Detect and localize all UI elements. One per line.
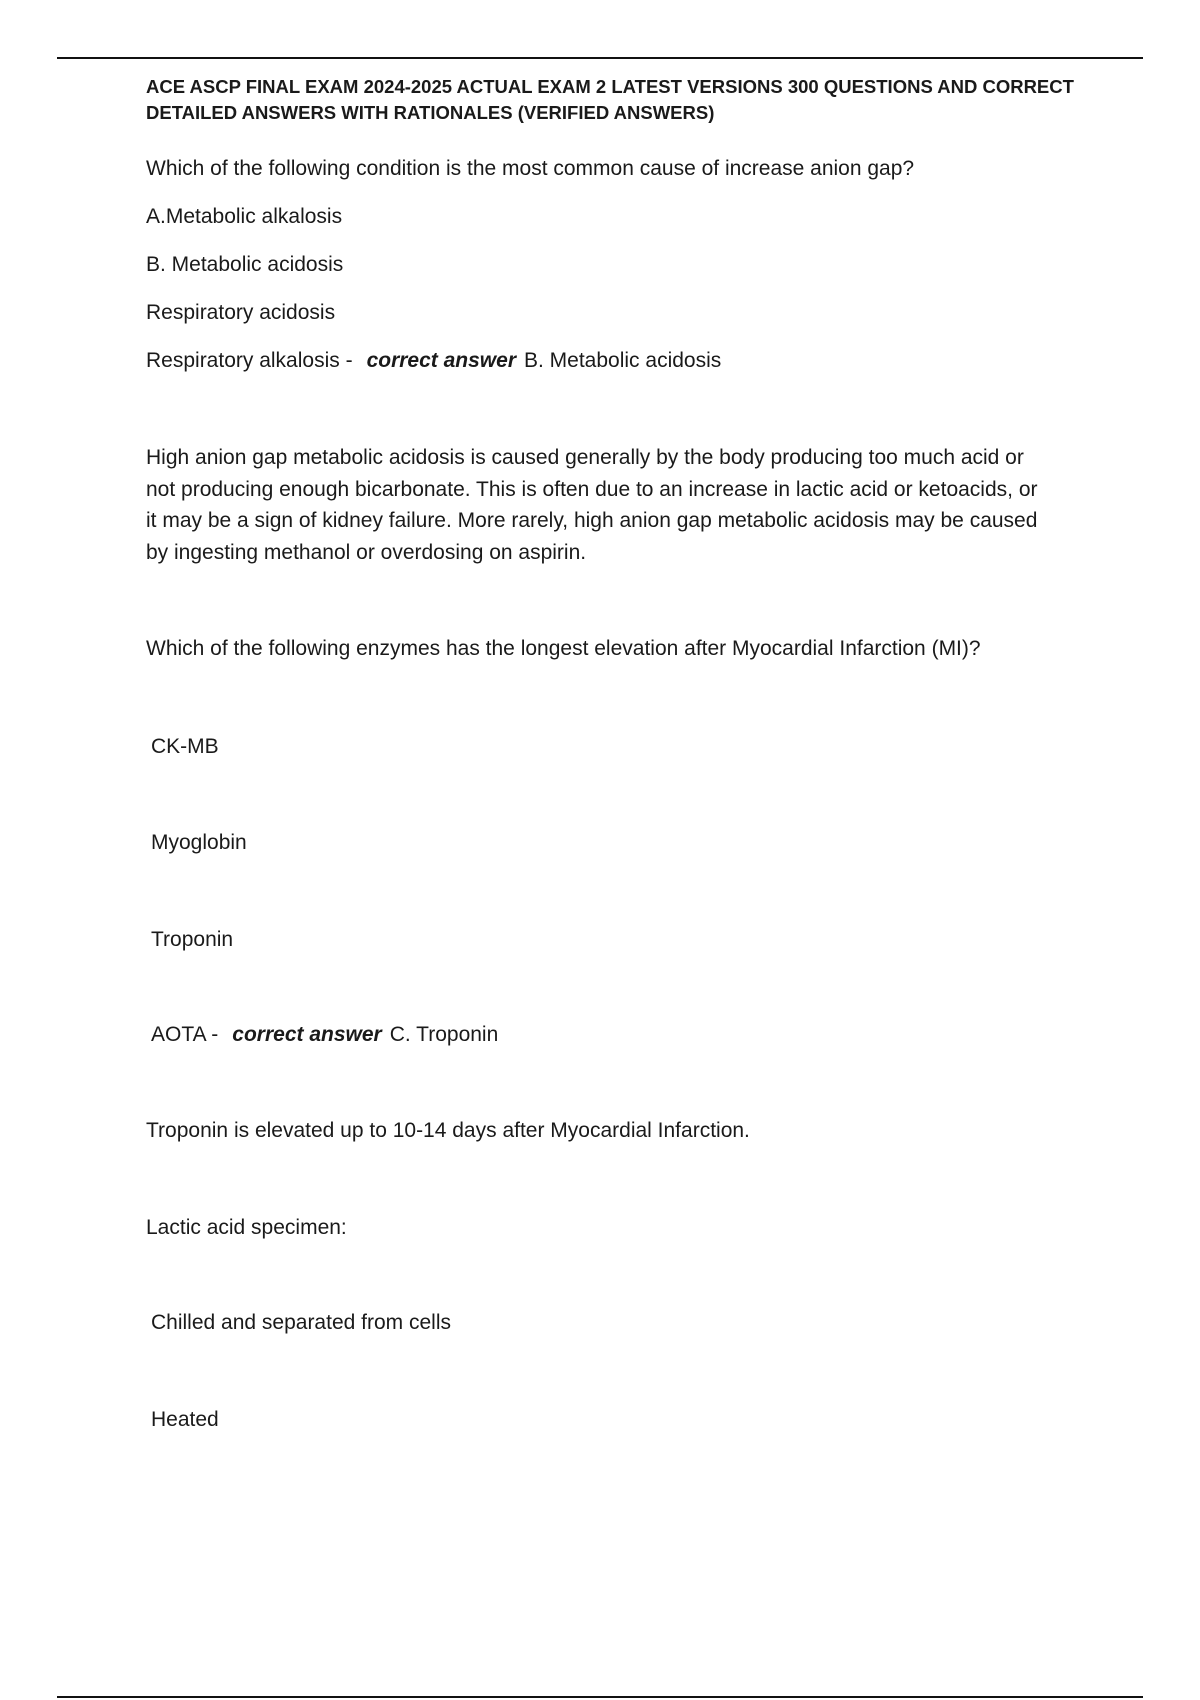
q1-correct-answer-label: correct answer — [366, 349, 516, 372]
title-line-1: ACE ASCP FINAL EXAM 2024-2025 ACTUAL EXAM 2 LATEST VERSIONS 300 QUESTIONS AND CORRECT — [146, 76, 1074, 97]
q1-option-b: B. Metabolic acidosis — [146, 253, 344, 276]
bottom-rule — [57, 1696, 1143, 1698]
q1-option-a: A.Metabolic alkalosis — [146, 205, 343, 228]
q1-rationale — [146, 442, 1106, 568]
q1-rationale-line-3: it may be a sign of kidney failure. More rarely, high anion gap metabolic acidosis may be caused — [146, 509, 1038, 532]
q1-correct-answer-value: B. Metabolic acidosis — [524, 349, 722, 372]
q3-option-2: Heated — [151, 1408, 219, 1431]
q2-option-1: CK-MB — [151, 735, 219, 758]
q2-correct-answer-value: C. Troponin — [389, 1023, 499, 1046]
q1-option-d: Respiratory alkalosis - — [146, 349, 353, 372]
q2-rationale: Troponin is elevated up to 10-14 days after Myocardial Infarction. — [146, 1119, 750, 1142]
q2-option-3: Troponin — [151, 928, 234, 951]
q1-rationale-line-4: by ingesting methanol or overdosing on aspirin. — [146, 540, 587, 564]
q2-option-4: AOTA - — [151, 1023, 219, 1046]
top-rule — [57, 57, 1143, 59]
q1-rationale-line-2: not producing enough bicarbonate. This is often due to an increase in lactic acid or ketoacids, or — [146, 477, 1038, 501]
document-title — [146, 74, 1106, 126]
q1-option-c: Respiratory acidosis — [146, 301, 336, 324]
q1-rationale-line-1: High anion gap metabolic acidosis is caused generally by the body producing too much acid or — [146, 446, 1024, 469]
q1-question: Which of the following condition is the most common cause of increase anion gap? — [146, 157, 915, 180]
q3-question: Lactic acid specimen: — [146, 1216, 347, 1239]
q1-option-d-answer-line — [146, 348, 721, 374]
q2-correct-answer-label: correct answer — [232, 1023, 382, 1046]
title-line-2: DETAILED ANSWERS WITH RATIONALES (VERIFIED ANSWERS) — [146, 102, 715, 123]
q2-question: Which of the following enzymes has the longest elevation after Myocardial Infarction (MI)? — [146, 637, 981, 660]
q3-option-1: Chilled and separated from cells — [151, 1311, 451, 1334]
q2-option-4-answer-line — [151, 1022, 498, 1048]
q2-option-2: Myoglobin — [151, 831, 247, 854]
